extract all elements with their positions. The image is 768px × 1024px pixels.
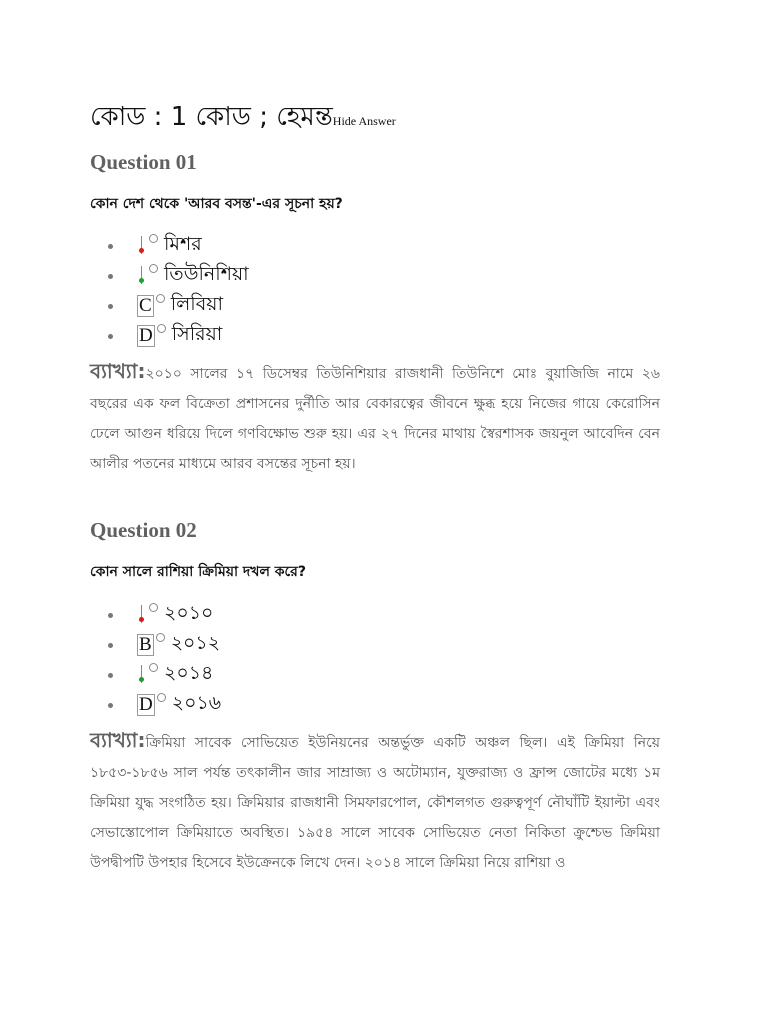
option-item[interactable]: [108, 291, 249, 321]
explanation: [90, 356, 660, 479]
option-label: ২০১২: [170, 632, 221, 654]
option-letter: C: [139, 295, 152, 316]
explanation: [90, 725, 660, 878]
option-item[interactable]: [108, 261, 249, 291]
option-item[interactable]: [108, 660, 221, 690]
option-item[interactable]: [108, 321, 249, 351]
option-label: সিরিয়া: [171, 323, 223, 345]
explanation-label: ব্যাখ্যা:: [90, 728, 146, 752]
explanation-label: ব্যাখ্যা:: [90, 359, 146, 383]
question-heading: Question 02: [90, 518, 197, 542]
bullet-icon: [108, 643, 113, 648]
correct-answer-marker-icon: [137, 265, 149, 287]
radio-button[interactable]: [149, 663, 158, 672]
radio-button[interactable]: [156, 633, 165, 642]
wrong-answer-marker-icon: [137, 235, 149, 257]
radio-button[interactable]: [157, 693, 166, 702]
bullet-icon: [108, 613, 113, 618]
radio-button[interactable]: [149, 603, 158, 612]
question-text: কোন দেশ থেকে 'আরব বসন্ত'-এর সূচনা হয়?: [90, 196, 343, 212]
option-letter: D: [139, 694, 153, 715]
options-list: [108, 231, 249, 351]
bullet-icon: [108, 673, 113, 678]
bullet-icon: [108, 334, 113, 339]
code-title: কোড : 1 কোড ; হেমন্ত: [90, 102, 333, 132]
page-header: [90, 96, 396, 140]
radio-button[interactable]: [149, 234, 158, 243]
bullet-icon: [108, 274, 113, 279]
option-label: ২০১৬: [171, 692, 222, 714]
option-label: মিশর: [164, 233, 202, 255]
question-text: কোন সালে রাশিয়া ক্রিমিয়া দখল করে?: [90, 564, 307, 580]
explanation-text: ক্রিমিয়া সাবেক সোভিয়েত ইউনিয়নের অন্তর্ভুক্ত একটি অঞ্চল ছিল। এই ক্রিমিয়া নিয়ে ১৮৫৩-১৮৫৬ সাল পর্যন্ত তৎকালীন জার সাম্রাজ্য ও অটোম্যান, যুক্তরাজ্য ও ফ্রান্স জোটের মধ্যে ১ম ক্রিমিয়া যুদ্ধ সংগঠিত হয়। ক্রিমিয়ার রাজধানী সিমফারপোল, কৌশলগত গুরুত্বপূর্ণ নৌঘাঁটি ইয়াল্টা এবং সেভাস্তোপোল ক্রিমিয়াতে অবস্থিত। ১৯৫৪ সালে সাবেক সোভিয়েত নেতা নিকিতা ক্রুশ্চেভ ক্রিমিয়া উপদ্বীপটি উপহার হিসেবে ইউক্রেনকে লিখে দেন। ২০১৪ সালে ক্রিমিয়া নিয়ে রাশিয়া ও: [90, 735, 660, 871]
option-label: তিউনিশিয়া: [164, 263, 249, 285]
bullet-icon: [108, 703, 113, 708]
option-item[interactable]: [108, 630, 221, 660]
bullet-icon: [108, 304, 113, 309]
correct-answer-marker-icon: [137, 664, 149, 686]
hide-answer-link[interactable]: Hide Answer: [332, 114, 396, 128]
option-label: লিবিয়া: [170, 293, 223, 315]
bullet-icon: [108, 244, 113, 249]
radio-button[interactable]: [149, 264, 158, 273]
option-label: ২০১৪: [164, 662, 214, 684]
option-label: ২০১০: [164, 602, 214, 624]
option-item[interactable]: [108, 600, 221, 630]
question-heading: Question 01: [90, 150, 197, 174]
option-item[interactable]: [108, 231, 249, 261]
radio-button[interactable]: [156, 294, 165, 303]
radio-button[interactable]: [157, 324, 166, 333]
explanation-text: ২০১০ সালের ১৭ ডিসেম্বর তিউনিশিয়ার রাজধানী তিউনিশে মোঃ বুয়াজিজি নামে ২৬ বছরের এক ফল বিক্রেতা প্রশাসনের দুর্নীতি আর বেকারত্বের জীবনে ক্ষুব্ধ হয়ে নিজের গায়ে কেরোসিন ঢেলে আগুন ধরিয়ে দিলে গণবিক্ষোভ শুরু হয়। এর ২৭ দিনের মাথায় স্বৈরশাসক জয়নুল আবেদিন বেন আলীর পতনের মাধ্যমে আরব বসন্তের সূচনা হয়।: [90, 366, 660, 472]
option-letter: B: [139, 634, 152, 655]
option-letter: D: [139, 325, 153, 346]
options-list: [108, 600, 221, 720]
wrong-answer-marker-icon: [137, 604, 149, 626]
option-item[interactable]: [108, 690, 221, 720]
